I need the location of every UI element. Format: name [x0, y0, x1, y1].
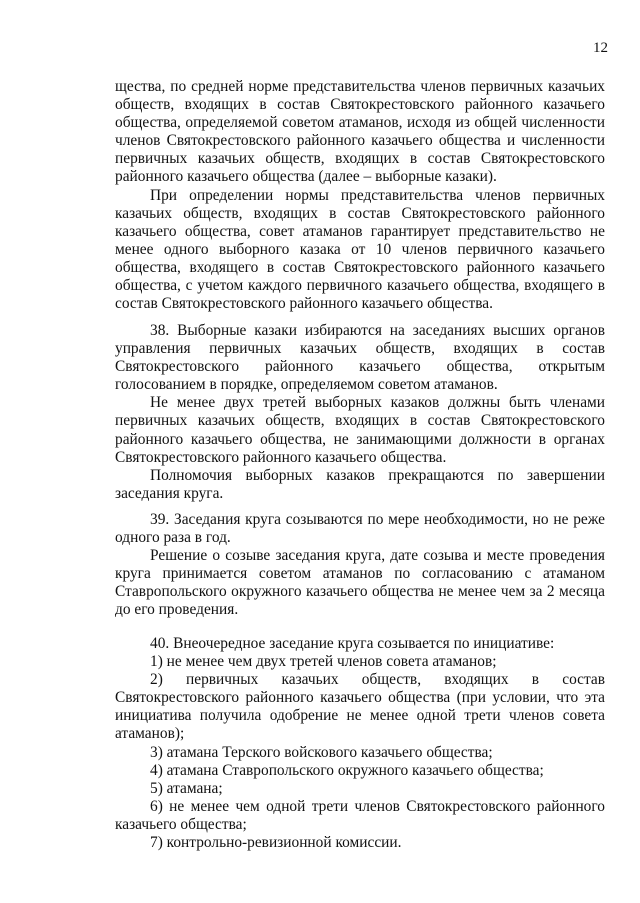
list-item-1: 1) не менее чем двух третей членов совета атаманов;: [150, 653, 497, 671]
list-item-6: 6) не менее чем одной трети членов Святокрестовского районного казачьего общества;: [115, 797, 605, 833]
list-item-3: 3) атамана Терского войскового казачьего общества;: [150, 743, 493, 761]
page-number: 12: [593, 40, 608, 56]
paragraph-39: 39. Заседания круга созываются по мере необходимости, но не реже одного раза в год.: [115, 511, 605, 547]
paragraph-40: 40. Внеочередное заседание круга созывается по инициативе:: [150, 635, 555, 652]
paragraph-38-members: Не менее двух третей выборных казаков должны быть членами первичных казачьих обществ, входящих в состав Святокрестовского районного казачьего общества, не занимающими должности в органах Святокрестовского районного казачьего общества.: [115, 394, 605, 466]
text-block-3: [115, 511, 605, 620]
text-block-4: [115, 635, 605, 852]
paragraph-representation-norm: При определении нормы представительства членов первичных казачьих обществ, входящих в состав Святокрестовского районного казачьего общества, совет атаманов гарантирует представительство не менее одного выборного казака от 10 членов первичного казачьего общества, входящего в состав Святокрестовского районного казачьего общества, с учетом каждого первичного казачьего общества, входящего в состав Святокрестовского районного казачьего общества.: [115, 186, 605, 313]
list-item-2: 2) первичных казачьих обществ, входящих в состав Святокрестовского районного казачьего общества (при условии, что эта инициатива получила одобрение не менее одной трети членов совета атаманов);: [115, 671, 605, 743]
list-item-7: 7) контрольно-ревизионной комиссии.: [150, 834, 402, 852]
paragraph-39-decision: Решение о созыве заседания круга, дате созыва и месте проведения круга принимается советом атаманов по согласованию с атаманом Ставропольского окружного казачьего общества не менее чем за 2 месяца до его проведения.: [115, 547, 605, 619]
list-item-4: 4) атамана Ставропольского окружного казачьего общества;: [150, 761, 544, 779]
list-item-5: 5) атамана;: [150, 779, 223, 797]
paragraph-continuation: щества, по средней норме представительства членов первичных казачьих обществ, входящих в состав Святокрестовского районного казачьего общества, определяемой советом атаманов, исходя из общей численности членов Святокрестовского районного казачьего общества и численности первичных казачьих обществ, входящих в состав Святокрестовского районного казачьего общества (далее – выборные казаки).: [115, 78, 605, 186]
paragraph-38-powers: Полномочия выборных казаков прекращаются по завершении заседания круга.: [115, 466, 605, 502]
text-block-2: [115, 322, 605, 503]
paragraph-38: 38. Выборные казаки избираются на заседаниях высших органов управления первичных казачьих обществ, входящих в состав Святокрестовского районного казачьего общества, открытым голосованием в порядке, определяемом советом атаманов.: [115, 322, 605, 394]
text-block-1: [115, 78, 605, 313]
